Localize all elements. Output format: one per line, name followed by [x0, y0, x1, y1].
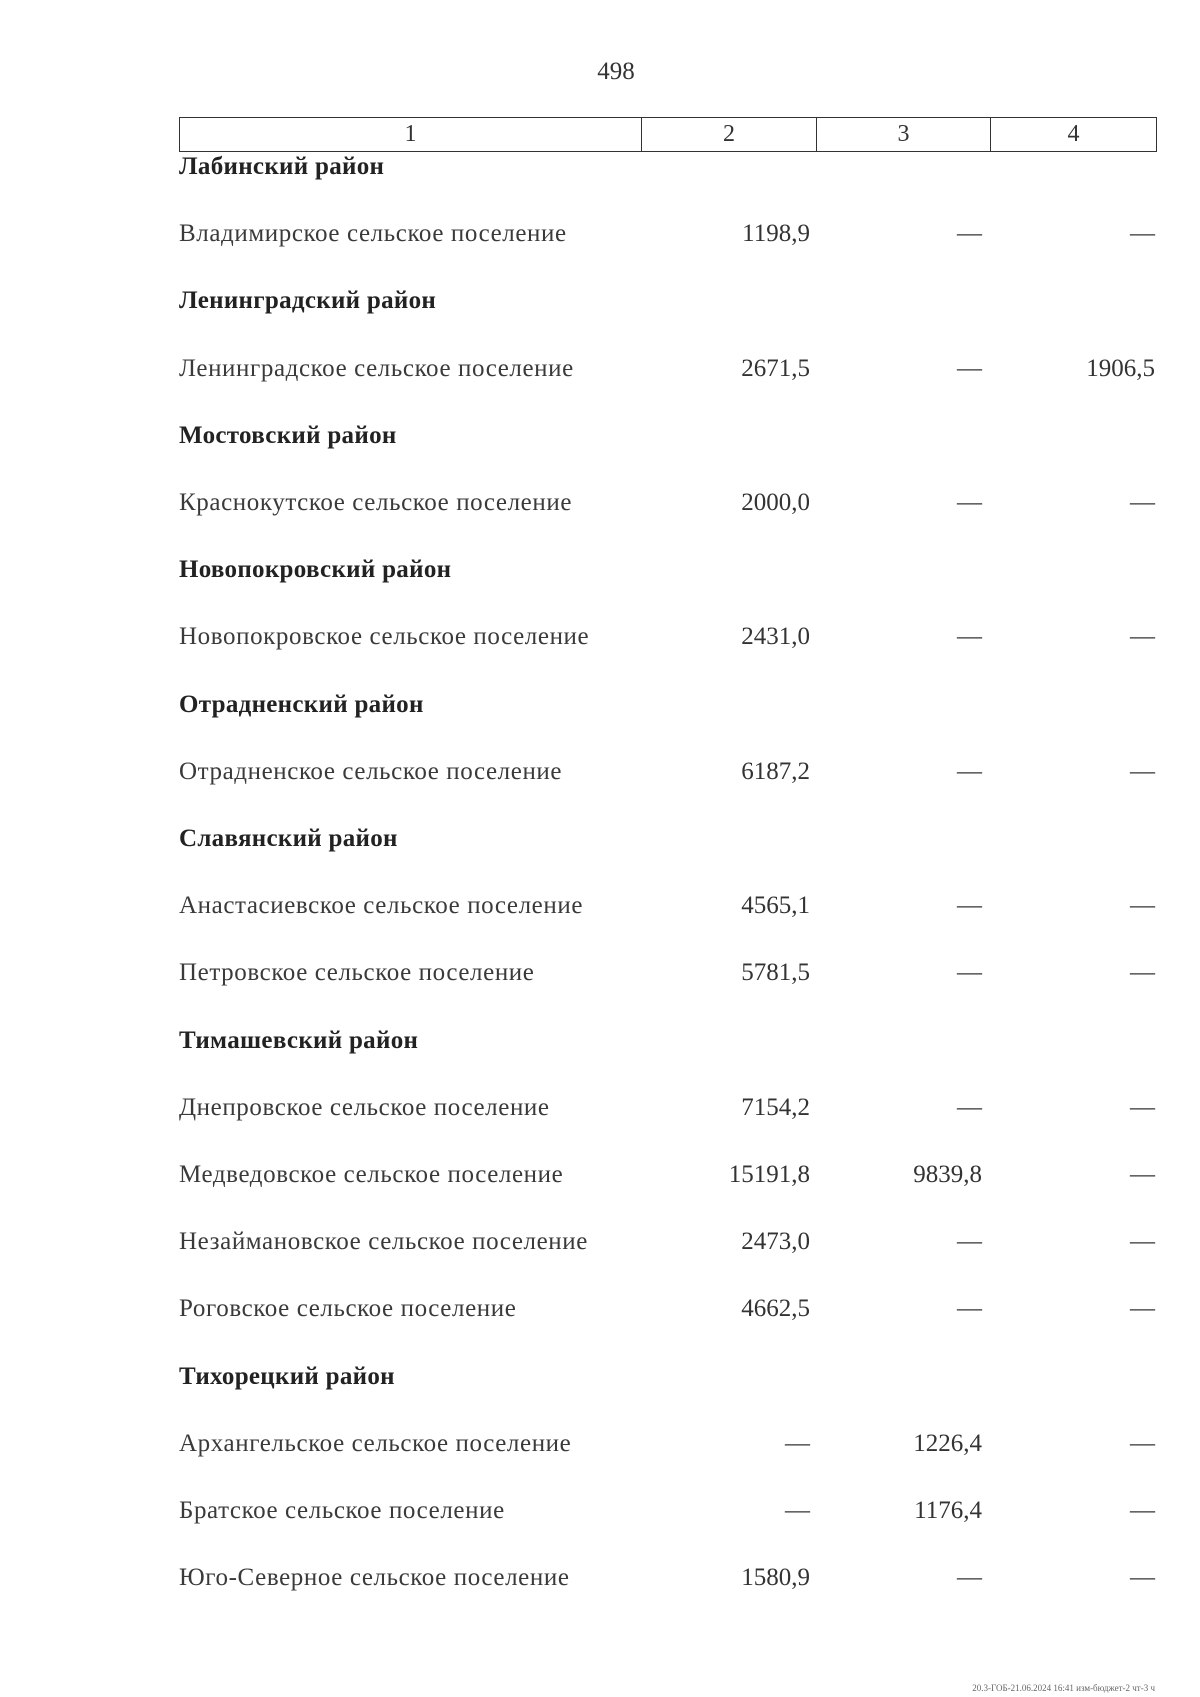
settlement-row: [0, 1094, 1200, 1134]
value-column-2: 2000,0: [741, 489, 810, 516]
district-row: [0, 691, 1200, 731]
district-row: [0, 1363, 1200, 1403]
settlement-name: Роговское сельское поселение: [179, 1295, 517, 1322]
district-name: Ленинградский район: [179, 287, 437, 314]
settlement-name: Архангельское сельское поселение: [179, 1430, 572, 1457]
settlement-name: Петровское сельское поселение: [179, 959, 535, 986]
value-column-4: —: [1130, 892, 1155, 919]
value-column-4: —: [1130, 1161, 1155, 1188]
district-name: Тимашевский район: [179, 1027, 419, 1054]
value-column-4: 1906,5: [1086, 355, 1155, 382]
value-column-3: —: [957, 892, 982, 919]
settlement-name: Новопокровское сельское поселение: [179, 623, 590, 650]
settlement-name: Братское сельское поселение: [179, 1497, 505, 1524]
settlement-row: [0, 1497, 1200, 1537]
settlement-row: [0, 1228, 1200, 1268]
value-column-3: —: [957, 1094, 982, 1121]
settlement-row: [0, 1430, 1200, 1470]
district-row: [0, 422, 1200, 462]
settlement-name: Краснокутское сельское поселение: [179, 489, 573, 516]
value-column-3: —: [957, 1228, 982, 1255]
value-column-2: 1580,9: [741, 1564, 810, 1591]
value-column-2: 15191,8: [728, 1161, 810, 1188]
settlement-name: Ленинградское сельское поселение: [179, 355, 574, 382]
value-column-3: —: [957, 758, 982, 785]
settlement-row: [0, 758, 1200, 798]
settlement-row: [0, 959, 1200, 999]
district-row: [0, 1027, 1200, 1067]
value-column-3: —: [957, 1295, 982, 1322]
value-column-3: 1176,4: [914, 1497, 982, 1524]
district-name: Лабинский район: [179, 153, 385, 180]
district-name: Отрадненский район: [179, 691, 424, 718]
value-column-3: —: [957, 623, 982, 650]
settlement-name: Владимирское сельское поселение: [179, 220, 567, 247]
value-column-4: —: [1130, 1564, 1155, 1591]
settlement-row: [0, 220, 1200, 260]
value-column-2: —: [785, 1497, 810, 1524]
settlement-name: Медведовское сельское поселение: [179, 1161, 564, 1188]
district-row: [0, 825, 1200, 865]
value-column-4: —: [1130, 489, 1155, 516]
district-name: Тихорецкий район: [179, 1363, 395, 1390]
settlement-name: Отрадненское сельское поселение: [179, 758, 563, 785]
value-column-2: 2431,0: [741, 623, 810, 650]
column-header-2: 2: [642, 118, 817, 152]
value-column-3: —: [957, 959, 982, 986]
district-row: [0, 153, 1200, 193]
value-column-3: 1226,4: [913, 1430, 982, 1457]
document-footer-code: 20.3-ГОБ-21.06.2024 16:41 изм-бюджет-2 чт-3 ч: [972, 1683, 1155, 1693]
value-column-4: —: [1130, 1295, 1155, 1322]
value-column-4: —: [1130, 220, 1155, 247]
value-column-2: 4662,5: [741, 1295, 810, 1322]
value-column-4: —: [1130, 1094, 1155, 1121]
value-column-3: —: [957, 355, 982, 382]
district-name: Славянский район: [179, 825, 398, 852]
value-column-2: 1198,9: [742, 220, 810, 247]
value-column-4: —: [1130, 1228, 1155, 1255]
value-column-2: 7154,2: [741, 1094, 810, 1121]
district-row: [0, 556, 1200, 596]
settlement-row: [0, 892, 1200, 932]
value-column-4: —: [1130, 1430, 1155, 1457]
settlement-name: Юго-Северное сельское поселение: [179, 1564, 570, 1591]
value-column-4: —: [1130, 959, 1155, 986]
district-name: Новопокровский район: [179, 556, 452, 583]
value-column-2: 6187,2: [741, 758, 810, 785]
district-name: Мостовский район: [179, 422, 397, 449]
value-column-2: 4565,1: [741, 892, 810, 919]
settlement-row: [0, 355, 1200, 395]
value-column-2: —: [785, 1430, 810, 1457]
value-column-2: 5781,5: [741, 959, 810, 986]
value-column-4: —: [1130, 1497, 1155, 1524]
column-header-4: 4: [991, 118, 1157, 152]
value-column-3: —: [957, 1564, 982, 1591]
value-column-3: 9839,8: [913, 1161, 982, 1188]
settlement-row: [0, 623, 1200, 663]
column-header-3: 3: [817, 118, 991, 152]
settlement-row: [0, 1564, 1200, 1604]
value-column-3: —: [957, 220, 982, 247]
district-row: [0, 287, 1200, 327]
value-column-4: —: [1130, 758, 1155, 785]
settlement-name: Незаймановское сельское поселение: [179, 1228, 588, 1255]
settlement-name: Днепровское сельское поселение: [179, 1094, 550, 1121]
page-number: 498: [597, 58, 635, 85]
settlement-row: [0, 489, 1200, 529]
value-column-2: 2671,5: [741, 355, 810, 382]
settlement-row: [0, 1161, 1200, 1201]
value-column-2: 2473,0: [741, 1228, 810, 1255]
settlement-row: [0, 1295, 1200, 1335]
value-column-3: —: [957, 489, 982, 516]
value-column-4: —: [1130, 623, 1155, 650]
settlement-name: Анастасиевское сельское поселение: [179, 892, 584, 919]
column-header-1: 1: [180, 118, 642, 152]
